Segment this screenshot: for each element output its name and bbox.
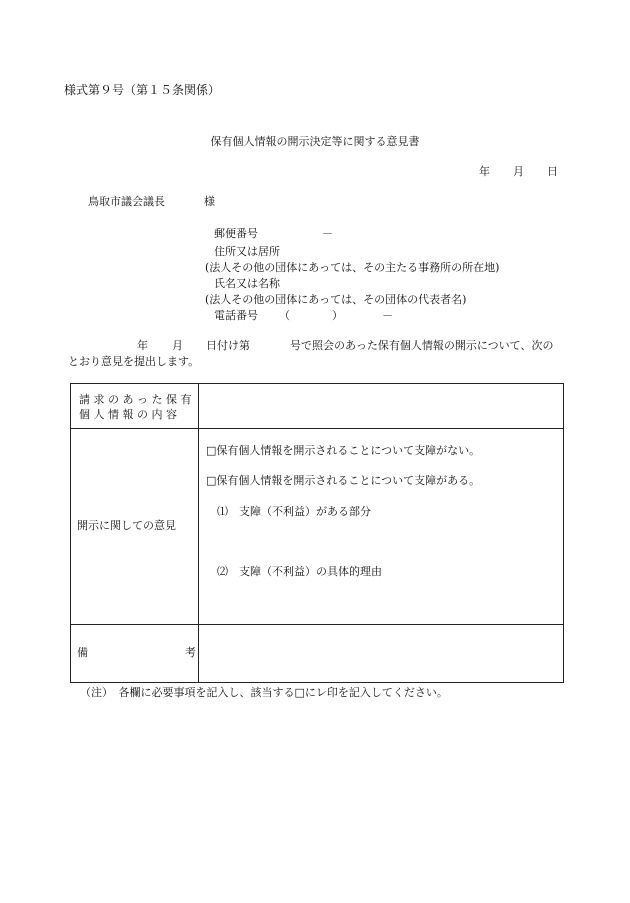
intro-sentence-line2: とおり意見を提出します。 (68, 355, 200, 368)
phone-paren-close: ） (332, 309, 343, 322)
form-number: 様式第９号（第１５条関係） (64, 83, 221, 97)
remarks-label-cell (71, 625, 199, 682)
document-title: 保有個人情報の開示決定等に関する意見書 (210, 135, 420, 148)
addressee-name: 鳥取市議会議長 (88, 195, 165, 208)
intro-sentence: 号で照会のあった保有個人情報の開示について、次の (290, 339, 554, 352)
opinion-label-cell (71, 429, 199, 624)
remarks-label-left: 備 (77, 646, 88, 659)
footnote: （注） 各欄に必要事項を記入し、該当する□にレ印を記入してください。 (80, 686, 448, 699)
intro-dated: 日付け第 (206, 339, 250, 352)
phone-dash: － (382, 309, 393, 322)
table-row-opinion (71, 429, 563, 625)
table-row-remarks (71, 625, 563, 682)
addressee-honorific: 様 (204, 195, 215, 208)
opinion-form-table (70, 383, 564, 683)
opinion-label: 開示に関しての意見 (77, 519, 176, 532)
address-label: 住所又は居所 (214, 245, 280, 258)
sub-item-affected-part: ⑴ 支障（不利益）がある部分 (217, 505, 371, 518)
date-day-label: 日 (547, 165, 558, 178)
requested-info-label-line2: 個 人 情 報 の 内 容 (79, 408, 177, 421)
intro-month: 月 (172, 339, 183, 352)
sub-item-specific-reason: ⑵ 支障（不利益）の具体的理由 (217, 565, 382, 578)
addressee (88, 195, 215, 208)
option-no-objection[interactable]: □保有個人情報を開示されることについて支障がない。 (206, 444, 481, 457)
requested-info-label-line1: 請 求 の あ っ た 保 有 (79, 393, 192, 406)
option-objection[interactable]: □保有個人情報を開示されることについて支障がある。 (206, 474, 481, 487)
date-year-label: 年 (479, 165, 490, 178)
address-note: (法人その他の団体にあっては、その主たる事務所の所在地) (205, 261, 500, 274)
requested-info-label-cell (71, 384, 199, 428)
phone-label: 電話番号 (214, 309, 258, 322)
name-note: (法人その他の団体にあっては、その団体の代表者名) (205, 293, 467, 306)
remarks-label-right: 考 (185, 646, 196, 659)
postal-code-dash: － (322, 227, 333, 240)
postal-code-label: 郵便番号 (214, 227, 258, 240)
phone-paren-open: （ (279, 309, 290, 322)
date-month-label: 月 (513, 165, 524, 178)
name-label: 氏名又は名称 (214, 277, 280, 290)
intro-year: 年 (137, 339, 148, 352)
table-row-requested-info (71, 384, 563, 429)
